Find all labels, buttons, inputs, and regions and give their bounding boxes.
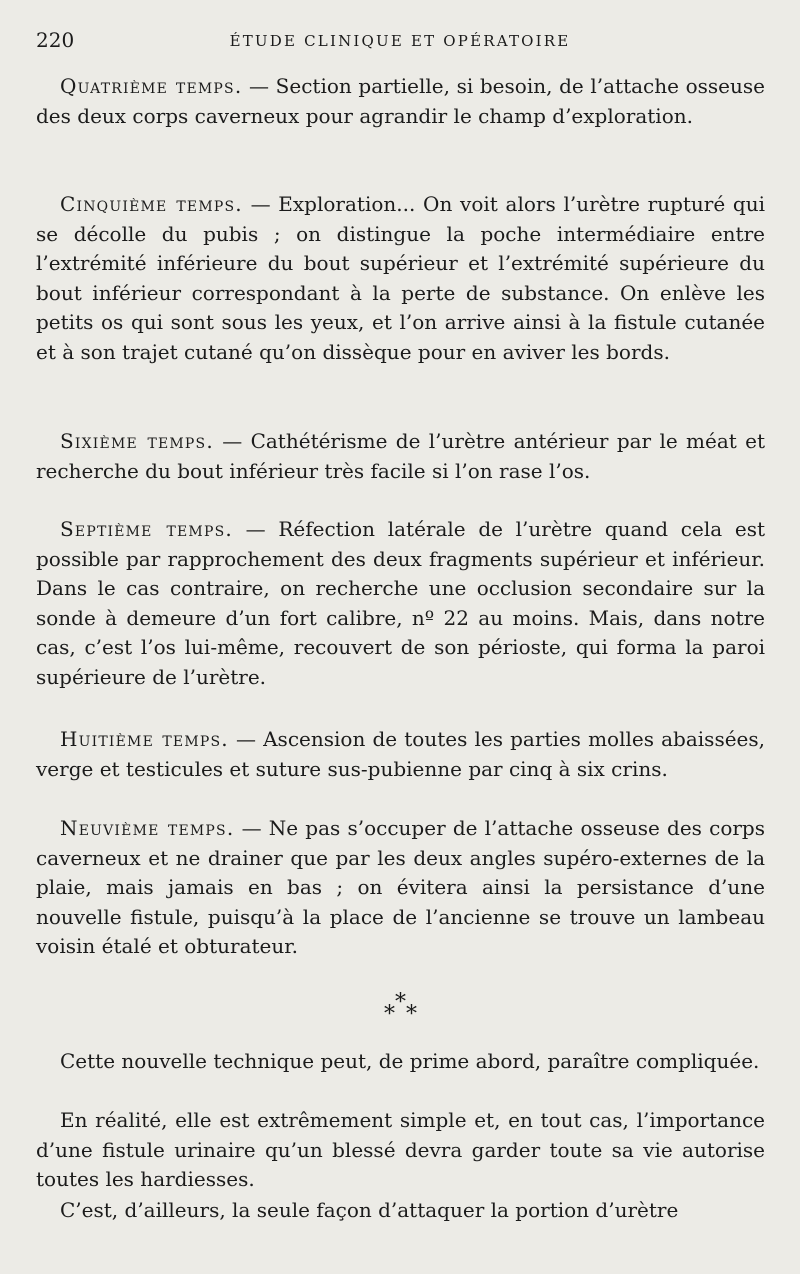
step-text: — Ascension de toutes les parties molles abaissées, verge et testicules et suture sus-pubienne par cinq à six crins. (36, 727, 766, 781)
closing-paragraph-2: En réalité, elle est extrêmement simple et, en tout cas, l’importance d’une fistule urinaire qu’un blessé devra garder toute sa vie autorise toutes les hardiesses. (36, 1108, 765, 1191)
step-text: — Cathétérisme de l’urètre antérieur par le méat et recherche du bout inférieur très facile si l’on rase l’os. (36, 429, 765, 483)
step-label: Septième temps. (60, 517, 233, 541)
running-head: ÉTUDE CLINIQUE ET OPÉRATOIRE (229, 32, 571, 50)
step-8-paragraph (36, 725, 765, 784)
page-number: 220 (36, 28, 75, 52)
asterisk: * (395, 990, 406, 1015)
step-label: Sixième temps. (60, 429, 214, 453)
step-5-paragraph (36, 190, 765, 367)
asterisk: * (406, 1002, 417, 1027)
step-text: — Section partielle, si besoin, de l’attache osseuse des deux corps caverneux pour agrandir le champ d’exploration. (36, 74, 765, 128)
closing-paragraph-1: Cette nouvelle technique peut, de prime abord, paraître compliquée. (60, 1049, 760, 1073)
step-7-paragraph (36, 515, 765, 692)
step-text: — Exploration... On voit alors l’urètre rupturé qui se décolle du pubis ; on distingue la poche intermédiaire entre l’extrémité inférieure du bout supérieur et l’extrémité supérieure du bout inférieur correspondant à la perte de substance. On enlève les petits os qui sont sous les yeux, et l’on arrive ainsi à la fistule cutanée et à son trajet cutané qu’on dissèque pour en aviver les bords. (36, 192, 766, 364)
step-label: Quatrième temps. (60, 74, 243, 98)
step-4-paragraph (36, 72, 765, 131)
step-9-paragraph (36, 814, 765, 962)
asterisk: * (384, 1002, 395, 1027)
step-label: Neuvième temps. (60, 816, 235, 840)
step-label: Cinquième temps. (60, 192, 243, 216)
section-separator (370, 990, 430, 1030)
page-header (36, 28, 764, 58)
closing-paragraph-3: C’est, d’ailleurs, la seule façon d’attaquer la portion d’urètre (60, 1198, 679, 1222)
step-label: Huitième temps. (60, 727, 229, 751)
step-text: — Réfection latérale de l’urètre quand cela est possible par rapprochement des deux fragments supérieur et inférieur. Dans le cas contraire, on recherche une occlusion secondaire sur la sonde à demeure d’un fort calibre, nº 22 au moins. Mais, dans notre cas, c’est l’os lui-même, recouvert de son périoste, qui forma la paroi supérieure de l’urètre. (36, 517, 765, 689)
step-text: — Ne pas s’occuper de l’attache osseuse des corps caverneux et ne drainer que par les deux angles supéro-externes de la plaie, mais jamais en bas ; on évitera ainsi la persistance d’une nouvelle fistule, puisqu’à la place de l’ancienne se trouve un lambeau voisin étalé et obturateur. (36, 816, 765, 958)
step-6-paragraph (36, 427, 765, 486)
